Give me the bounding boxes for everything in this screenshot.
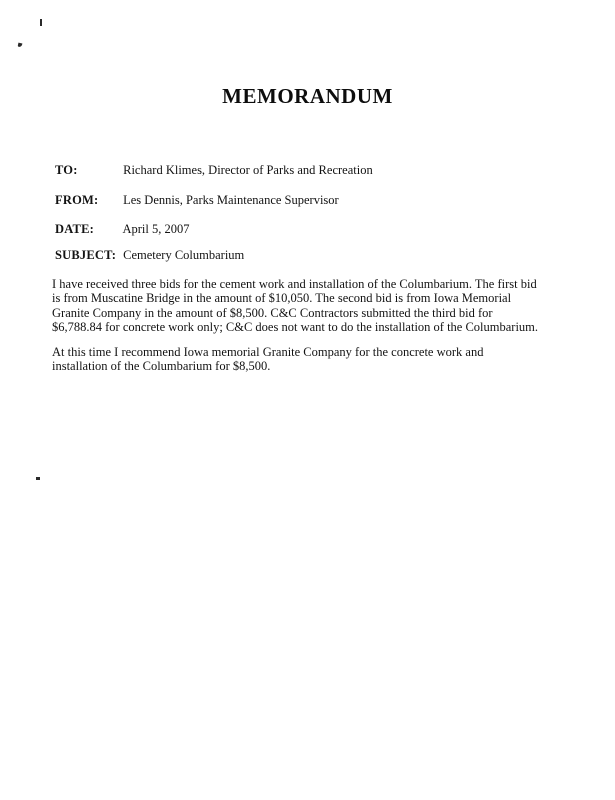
paragraph-line: $6,788.84 for concrete work only; C&C does not want to do the installation of the Columbarium. [52, 320, 539, 335]
field-value-from: Les Dennis, Parks Maintenance Supervisor [123, 193, 339, 207]
field-value-to: Richard Klimes, Director of Parks and Recreation [123, 163, 373, 177]
scan-speck-left [18, 43, 23, 48]
field-label-date: DATE: [55, 222, 94, 236]
field-row-from [55, 193, 339, 208]
paragraph-line: Granite Company in the amount of $8,500. C&C Contractors submitted the third bid for [52, 305, 493, 320]
memo-title: MEMORANDUM [222, 84, 393, 109]
paragraph-line: is from Muscatine Bridge in the amount of $10,050. The second bid is from Iowa Memorial [52, 291, 512, 306]
scan-speck-middle [36, 477, 40, 480]
field-value-subject: Cemetery Columbarium [123, 248, 245, 262]
paragraph-line: I have received three bids for the cement work and installation of the Columbarium. The first bid [52, 277, 537, 291]
field-label-subject: SUBJECT: [55, 248, 117, 262]
scan-speck-top [40, 19, 42, 26]
field-row-date [55, 222, 189, 237]
field-row-subject [55, 248, 244, 263]
body-paragraph-1 [52, 277, 582, 335]
field-label-from: FROM: [55, 193, 99, 207]
field-label-to: TO: [55, 163, 78, 177]
body-paragraph-2 [52, 345, 582, 374]
paragraph-line: At this time I recommend Iowa memorial Granite Company for the concrete work and [52, 345, 484, 359]
field-row-to [55, 163, 373, 178]
paragraph-line: installation of the Columbarium for $8,500. [52, 359, 271, 374]
field-value-date: April 5, 2007 [122, 222, 190, 236]
